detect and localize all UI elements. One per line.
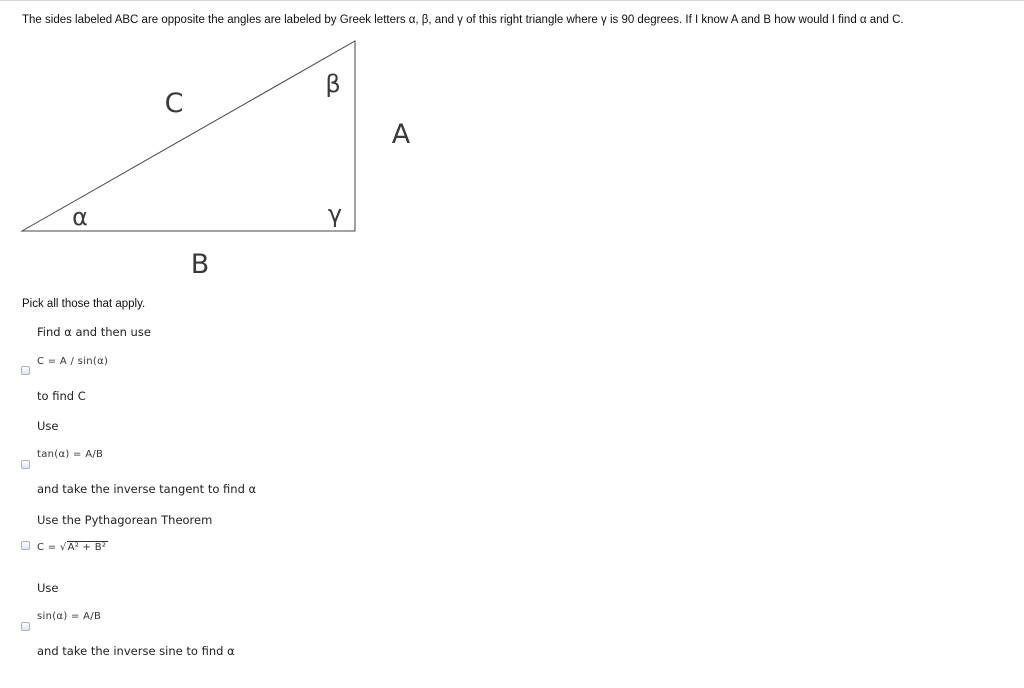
option-2-intro: Use	[37, 419, 59, 433]
option-4-intro: Use	[37, 581, 59, 595]
label-angle-alpha: α	[72, 203, 88, 231]
option-1-checkbox[interactable]	[21, 366, 30, 375]
option-4-outro: and take the inverse sine to find α	[37, 644, 235, 658]
label-angle-gamma: γ	[327, 200, 343, 228]
sqrt-symbol: √	[59, 542, 67, 553]
label-side-c: C	[164, 88, 184, 119]
label-side-a: A	[391, 119, 411, 150]
option-1-intro: Find α and then use	[37, 325, 151, 339]
option-3-formula	[37, 541, 108, 553]
option-1-outro: to find C	[37, 389, 86, 403]
option-2-formula: tan(α) = A/B	[37, 449, 104, 460]
option-3-checkbox[interactable]	[21, 541, 30, 550]
triangle-figure	[0, 0, 1024, 300]
question-text: The sides labeled ABC are opposite the angles are labeled by Greek letters α, β, and γ of this right triangle where γ is 90 degrees. If I know A and B how would I find α and C.	[22, 14, 904, 26]
instructions: Pick all those that apply.	[22, 298, 146, 310]
option-2-checkbox[interactable]	[21, 460, 30, 469]
option-3-formula-lhs: C =	[37, 542, 60, 553]
option-2-outro: and take the inverse tangent to find α	[37, 482, 257, 496]
option-4-formula: sin(α) = A/B	[37, 611, 102, 622]
option-3-intro: Use the Pythagorean Theorem	[37, 513, 213, 527]
option-1-formula: C = A / sin(α)	[37, 356, 109, 367]
label-side-b: B	[190, 249, 210, 280]
option-4-checkbox[interactable]	[21, 622, 30, 631]
label-angle-beta: β	[325, 70, 341, 98]
option-3-formula-radicand: A² + B²	[67, 542, 107, 553]
